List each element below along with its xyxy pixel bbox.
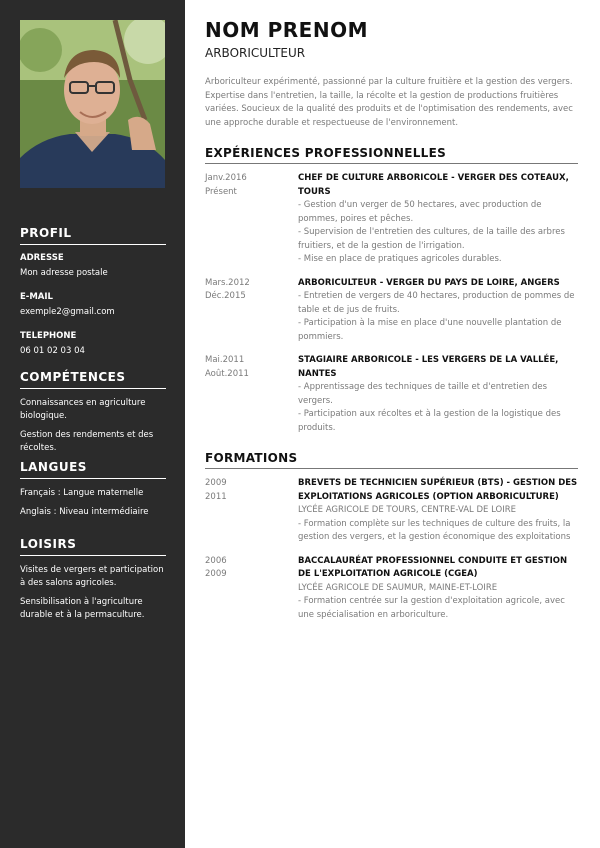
entry-title: CHEF DE CULTURE ARBORICOLE - VERGER DES COTEAUX, TOURS [298,173,569,197]
main-content [205,18,578,632]
entry-dates [205,477,298,545]
entry-line: - Formation centrée sur la gestion d'exploitation agricole, avec une spécialisation en arboriculture. [298,596,565,620]
job-title: ARBORICULTEUR [205,46,306,60]
entry-body [298,354,578,435]
entry-school: LYCÉE AGRICOLE DE TOURS, CENTRE-VAL DE LOIRE [298,505,516,515]
sidebar-profile-title: PROFIL [20,226,166,245]
profile-summary: Arboriculteur expérimenté, passionné par la culture fruitière et la gestion des vergers. Expertise dans l'entretien, la taille, la récolte et la gestion de productions fruitières variées. Soucieux de la qualité des produits et de l'optimisation des rendements, avec une approche durable et respectueuse de l'environnement. [205,77,573,128]
entry-line: - Supervision de l'entretien des cultures, de la taille des arbres fruitiers, et de la gestion de l'irrigation. [298,227,565,251]
entry-title: BREVETS DE TECHNICIEN SUPÉRIEUR (BTS) - GESTION DES EXPLOITATIONS AGRICOLES (OPTION ARBORICULTURE) [298,478,578,502]
entry-body [298,477,578,545]
date-end: 2011 [205,491,227,502]
date-end: Août.2011 [205,368,249,379]
date-end: Présent [205,186,237,197]
phone-value: 06 01 02 03 04 [20,346,85,356]
date-start: 2006 [205,555,227,566]
education-section-title: FORMATIONS [205,451,578,469]
entry-body [298,277,578,345]
experience-entry [205,172,578,267]
hobbies-title: LOISIRS [20,537,166,556]
phone-label: TELEPHONE [20,331,77,341]
education-entry [205,477,578,545]
experience-entry [205,354,578,435]
entry-line: - Mise en place de pratiques agricoles durables. [298,254,502,264]
address-label: ADRESSE [20,253,64,263]
date-start: Janv.2016 [205,173,247,183]
entry-line: - Formation complète sur les techniques de culture des fruits, la gestion des vergers, et la gestion économique des exploitations [298,518,571,542]
date-end: Déc.2015 [205,291,246,301]
language-item: Anglais : Niveau intermédiaire [20,507,149,517]
entry-line: - Gestion d'un verger de 50 hectares, avec production de pommes, poires et pêches. [298,200,542,224]
entry-body [298,172,578,267]
hobby-item: Sensibilisation à l'agriculture durable et à la permaculture. [20,597,145,620]
entry-line: - Apprentissage des techniques de taille et d'entretien des vergers. [298,382,548,406]
skill-item: Gestion des rendements et des récoltes. [20,430,154,453]
languages-title: LANGUES [20,460,166,479]
entry-body [298,555,578,623]
date-end: 2009 [205,569,227,579]
entry-school: LYCÉE AGRICOLE DE SAUMUR, MAINE-ET-LOIRE [298,582,498,593]
skill-item: Connaissances en agriculture biologique. [20,398,146,421]
email-value[interactable]: exemple2@gmail.com [20,307,115,317]
entry-title: BACCALAURÉAT PROFESSIONNEL CONDUITE ET GESTION DE L'EXPLOITATION AGRICOLE (CGEA) [298,555,568,579]
skills-title: COMPÉTENCES [20,370,166,389]
date-start: 2009 [205,478,227,488]
entry-line: - Entretien de vergers de 40 hectares, production de pommes de table et de jus de fruits. [298,291,575,315]
email-label: E-MAIL [20,292,53,302]
candidate-name: NOM PRENOM [205,18,368,42]
entry-dates [205,172,298,267]
sidebar-profile-section [20,226,166,357]
entry-line: - Participation aux récoltes et à la gestion de la logistique des produits. [298,409,561,433]
address-value: Mon adresse postale [20,268,108,278]
date-start: Mars.2012 [205,277,250,288]
education-entry [205,555,578,623]
date-start: Mai.2011 [205,355,245,365]
entry-title: STAGIAIRE ARBORICOLE - LES VERGERS DE LA VALLÉE, NANTES [298,355,559,379]
sidebar-skills-section [20,370,166,461]
experience-section-title: EXPÉRIENCES PROFESSIONNELLES [205,146,578,164]
profile-photo [20,20,165,188]
entry-line: - Participation à la mise en place d'une nouvelle plantation de pommiers. [298,318,562,342]
sidebar [0,0,185,848]
hobby-item: Visites de vergers et participation à des salons agricoles. [20,565,164,588]
sidebar-languages-section [20,460,166,525]
entry-dates [205,277,298,345]
entry-dates [205,555,298,623]
sidebar-hobbies-section [20,537,166,628]
language-item: Français : Langue maternelle [20,488,144,498]
entry-dates [205,354,298,435]
entry-title: ARBORICULTEUR - VERGER DU PAYS DE LOIRE, ANGERS [298,277,560,288]
experience-entry [205,277,578,345]
